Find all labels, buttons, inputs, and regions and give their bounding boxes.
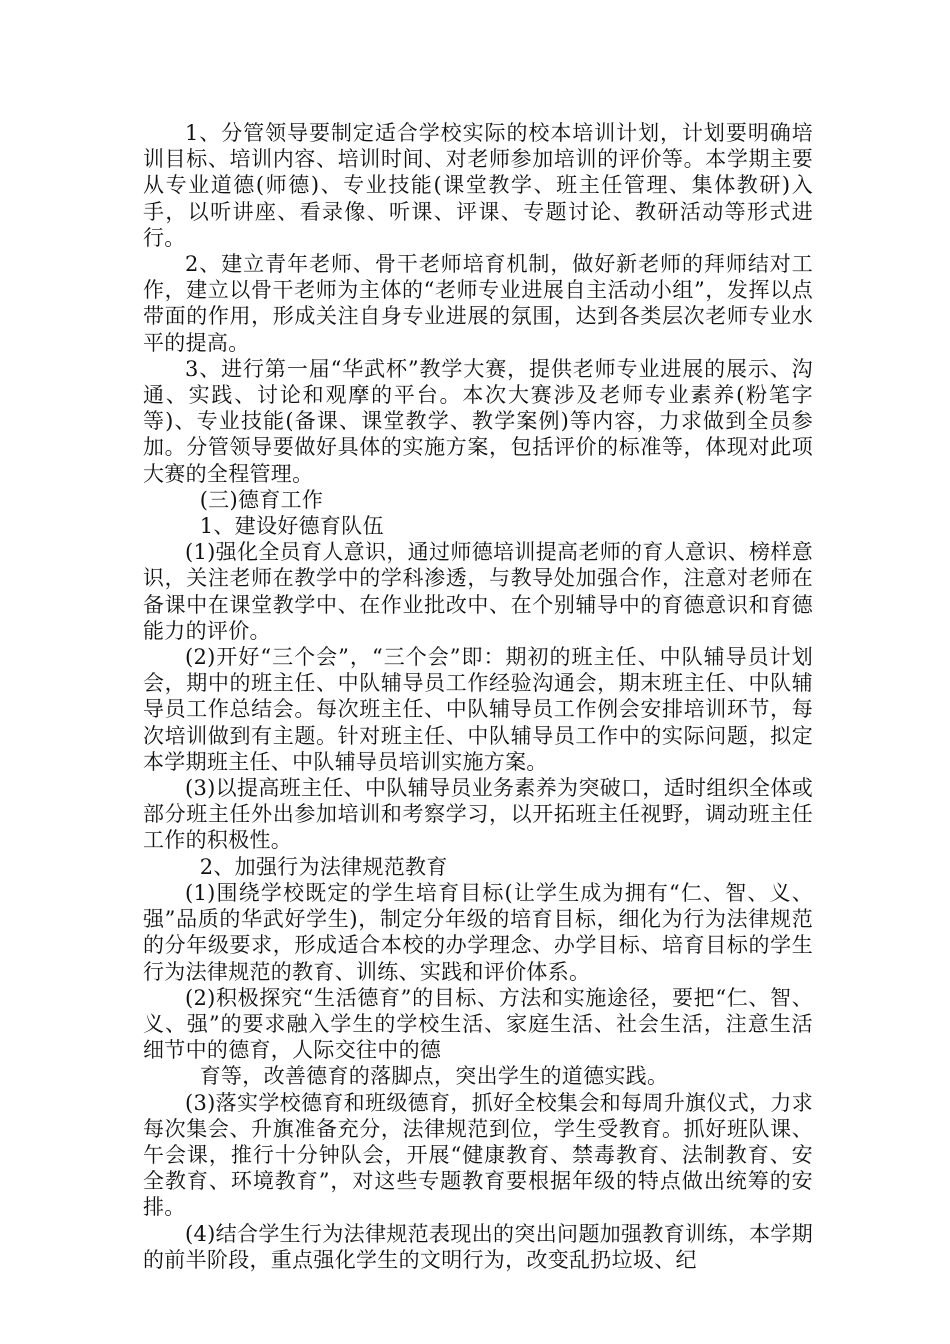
paragraph-mentoring: 2、建立青年老师、骨干老师培育机制，做好新老师的拜师结对工作，建立以骨干老师为主体的“老师专业进展自主活动小组”，发挥以点带面的作用，形成关注自身专业进展的氛围，达到各类层次老师专业水平的提高。 — [143, 252, 813, 355]
document-body — [143, 120, 813, 1273]
section-heading-moral-education: (三)德育工作 — [199, 487, 324, 512]
paragraph-item-3: (3)以提高班主任、中队辅导员业务素养为突破口，适时组织全体或部分班主任外出参加培训和考察学习，以开拓班主任视野，调动班主任工作的积极性。 — [143, 776, 813, 853]
subheading-behavior-norms: 2、加强行为法律规范教育 — [199, 854, 448, 879]
paragraph-norms-item-1: (1)围绕学校既定的学生培育目标(让学生成为拥有“仁、智、义、强”品质的华武好学生)，制定分年级的培育目标，细化为行为法律规范的分年级要求，形成适合本校的办学理念、办学目标、培育目标的学生行为法律规范的教育、训练、实践和评价体系。 — [143, 880, 813, 984]
paragraph-item-2: (2)开好“三个会”，“三个会”即：期初的班主任、中队辅导员计划会，期中的班主任、中队辅导员工作经验沟通会，期末班主任、中队辅导员工作总结会。每次班主任、中队辅导员工作例会安排培训环节，每次培训做到有主题。针对班主任、中队辅导员工作中的实际问题，拟定本学期班主任、中队辅导员培训实施方案。 — [143, 645, 813, 774]
subheading-team-building: 1、建设好德育队伍 — [199, 514, 384, 539]
paragraph-item-1: (1)强化全员育人意识，通过师德培训提高老师的育人意识、榜样意识，关注老师在教学中的学科渗透，与教导处加强合作，注意对老师在备课中在课堂教学中、在作业批改中、在个别辅导中的育德意识和育德能力的评价。 — [143, 540, 813, 643]
paragraph-training-plan: 1、分管领导要制定适合学校实际的校本培训计划，计划要明确培训目标、培训内容、培训时间、对老师参加培训的评价等。本学期主要从专业道德(师德)、专业技能(课堂教学、班主任管理、集体教研)入手，以听讲座、看录像、听课、评课、专题讨论、教研活动等形式进行。 — [143, 121, 813, 250]
paragraph-norms-item-4: (4)结合学生行为法律规范表现出的突出问题加强教育训练，本学期的前半阶段，重点强化学生的文明行为，改变乱扔垃圾、纪 — [143, 1221, 813, 1272]
paragraph-norms-item-2: (2)积极探究“生活德育”的目标、方法和实施途径，要把“仁、智、义、强”的要求融入学生的学校生活、家庭生活、社会生活，注意生活细节中的德育，人际交往中的德 — [143, 985, 813, 1063]
paragraph-norms-item-2-continued: 育等，改善德育的落脚点，突出学生的道德实践。 — [199, 1064, 669, 1089]
paragraph-norms-item-3: (3)落实学校德育和班级德育，抓好全校集会和每周升旗仪式，力求每次集会、升旗准备充分，法律规范到位，学生受教育。抓好班队课、午会课，推行十分钟队会，开展“健康教育、禁毒教育、法制教育、安全教育、环境教育”，对这些专题教育要根据年级的特点做出统筹的安排。 — [143, 1090, 813, 1220]
paragraph-teaching-contest: 3、进行第一届“华武杯”教学大赛，提供老师专业进展的展示、沟通、实践、讨论和观摩的平台。本次大赛涉及老师专业素养(粉笔字等)、专业技能(备课、课堂教学、教学案例)等内容，力求做到全员参加。分管领导要做好具体的实施方案，包括评价的标准等，体现对此项大赛的全程管理。 — [143, 356, 813, 486]
